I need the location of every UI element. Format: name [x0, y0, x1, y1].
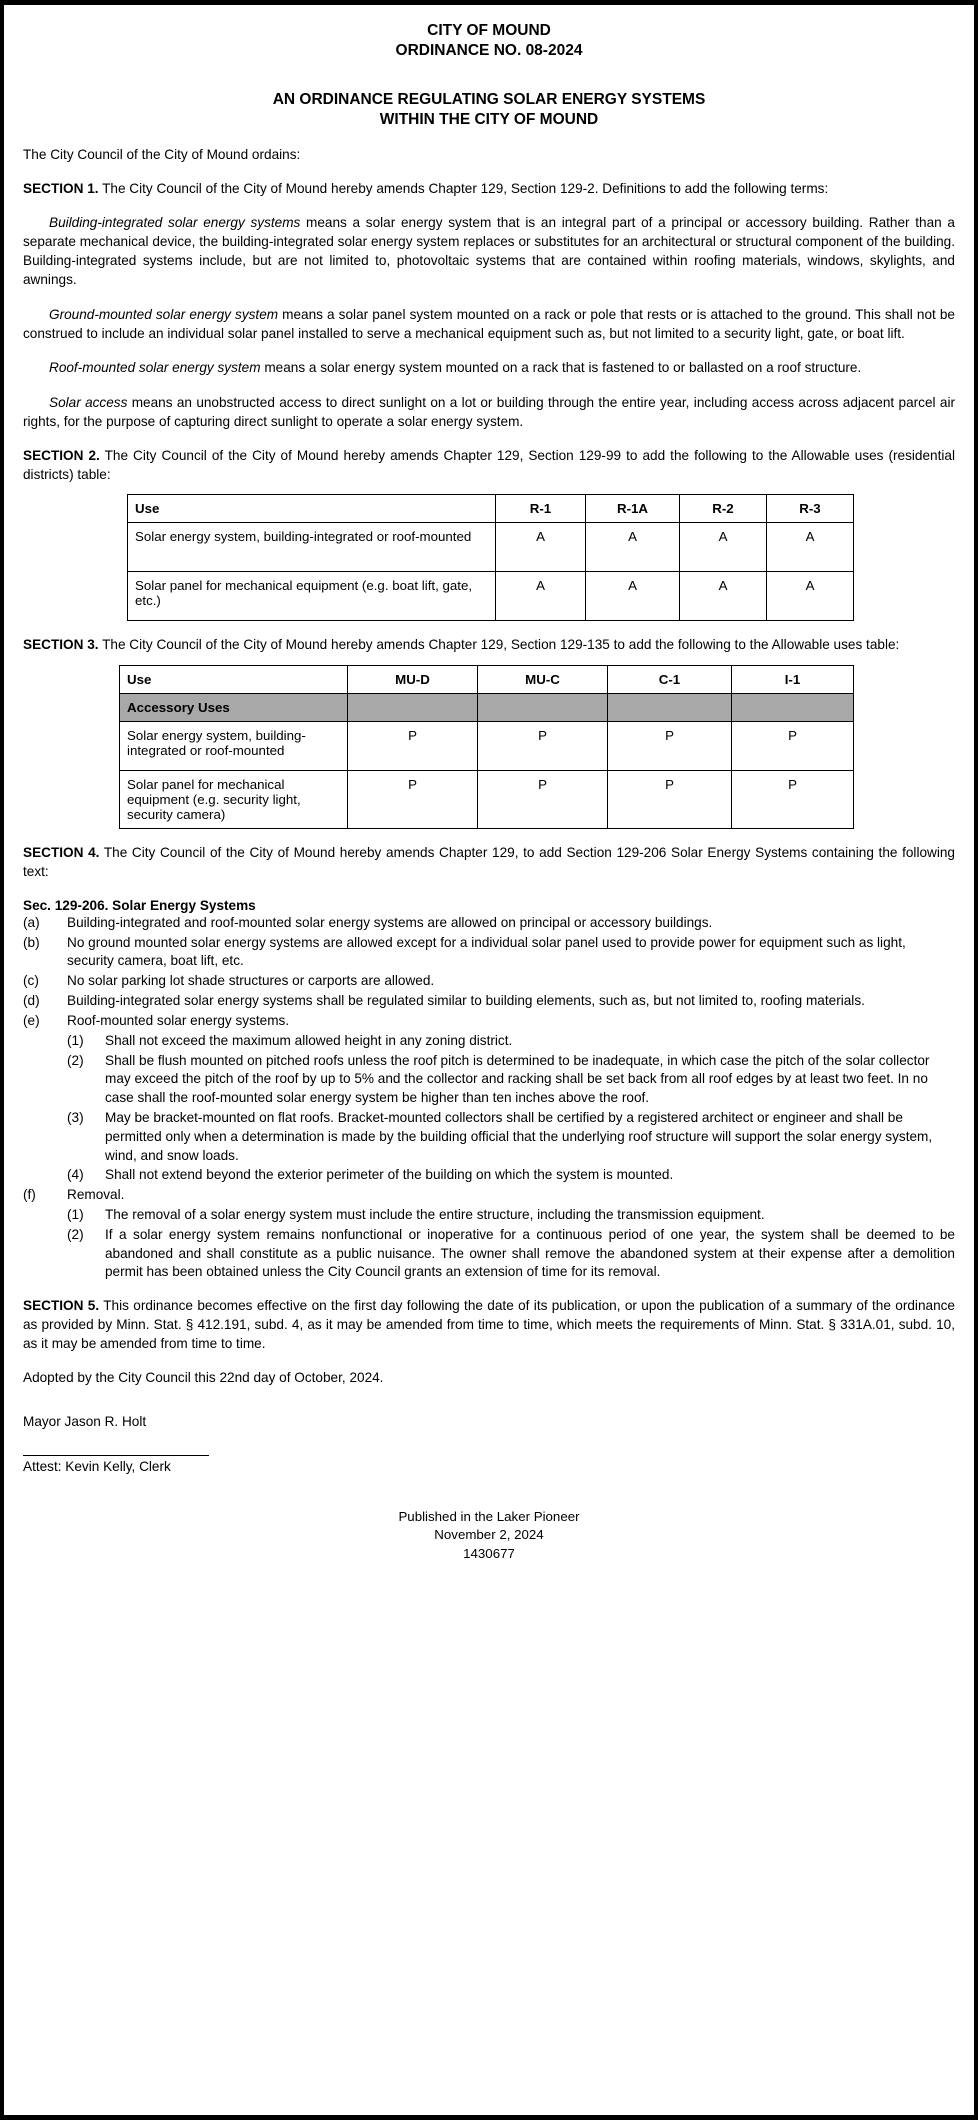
document-subtitle-line2: WITHIN THE CITY OF MOUND [379, 111, 599, 129]
list-item-text: Shall be flush mounted on pitched roofs unless the roof pitch is determined to be inadequate, in which case the pitch of the solar collector may exceed the pitch of the roof by up to 5% and the collector and racking shall be set back from all roof edges by at least two feet. In no case shall the roof-mounted solar energy system be higher than ten inches above the roof. [105, 1052, 930, 1106]
table-row [128, 523, 854, 572]
intro-paragraph: The City Council of the City of Mound ordains: [23, 146, 301, 162]
value-cell-r1a: A [586, 523, 680, 572]
list-item-text: Building-integrated and roof-mounted solar energy systems are allowed on principal or accessory buildings. [67, 914, 713, 930]
commercial-allowable-uses-table-wrap [23, 665, 955, 829]
list-item-text: No solar parking lot shade structures or carports are allowed. [67, 973, 435, 989]
definition-ground-mounted [23, 306, 955, 344]
document-title-line1: CITY OF MOUND [427, 22, 551, 39]
value-cell-r2: A [680, 523, 767, 572]
list-item-marker: (3) [67, 1109, 84, 1125]
list-item-text: May be bracket-mounted on flat roofs. Bracket-mounted collectors shall be certified by a registered architect or engineer and shall be permitted only when a determination is made by the building official that the underlying roof structure will support the solar energy system, wind, and snow loads. [105, 1109, 933, 1163]
document-subtitle-line1: AN ORDINANCE REGULATING SOLAR ENERGY SYSTEMS [272, 90, 706, 108]
definition-term: Solar access [49, 395, 128, 411]
section-1-text: The City Council of the City of Mound hereby amends Chapter 129, Section 129-2. Definitions to add the following terms: [98, 180, 829, 196]
list-item-marker: (a) [23, 914, 40, 930]
clerk-attest-name: Attest: Kevin Kelly, Clerk [23, 1458, 171, 1474]
value-cell-r2: A [680, 572, 767, 621]
value-cell-c1: P [608, 722, 732, 771]
mayor-signature-name: Mayor Jason R. Holt [23, 1413, 147, 1429]
table-row [128, 572, 854, 621]
list-item-marker: (2) [67, 1052, 84, 1068]
list-item-text: The removal of a solar energy system must include the entire structure, including the transmission equipment. [105, 1207, 765, 1222]
column-header-r1a: R-1A [586, 495, 680, 523]
section-2-text: The City Council of the City of Mound hereby amends Chapter 129, Section 129-99 to add the following to the Allowable uses (residential districts) table: [23, 447, 955, 482]
column-header-mud: MU-D [348, 666, 478, 694]
definition-text: means a solar panel system mounted on a rack or pole that rests or is attached to the ground. This shall not be construed to include an individual solar panel installed to serve a mechanical equipment such as, but not limited to a security light, gate, or boat lift. [23, 306, 955, 341]
table-row [120, 771, 854, 829]
list-item [23, 992, 955, 1011]
column-header-r1: R-1 [496, 495, 586, 523]
definition-solar-access [23, 394, 955, 432]
column-header-use: Use [128, 495, 496, 523]
definition-term: Roof-mounted solar energy system [49, 360, 261, 376]
table-row [120, 722, 854, 771]
section-3-text: The City Council of the City of Mound hereby amends Chapter 129, Section 129-135 to add the following to the Allowable uses table: [98, 637, 900, 653]
group-cell-mud [348, 694, 478, 722]
definition-text: means an unobstructed access to direct sunlight on a lot or building through the entire year, including access across adjacent parcel air rights, for the purpose of capturing direct sunlight to operate a solar energy system. [23, 395, 956, 429]
column-header-r3: R-3 [767, 495, 854, 523]
value-cell-r3: A [767, 572, 854, 621]
list-item-text: Shall not extend beyond the exterior perimeter of the building on which the system is mounted. [105, 1167, 674, 1183]
group-cell-i1 [732, 694, 854, 722]
group-cell-c1 [608, 694, 732, 722]
list-item [23, 1186, 955, 1205]
section-5-paragraph [23, 1297, 955, 1353]
signature-line [23, 1455, 209, 1456]
list-item [23, 972, 955, 991]
section-4-text: The City Council of the City of Mound hereby amends Chapter 129, to add Section 129-206 Solar Energy Systems containing the following text: [23, 845, 955, 879]
list-item-text: Shall not exceed the maximum allowed height in any zoning district. [105, 1032, 513, 1048]
sec-129-206-list [23, 914, 955, 1282]
list-item-marker: (1) [67, 1032, 84, 1048]
list-item-marker: (2) [67, 1226, 84, 1242]
list-item-text: Removal. [67, 1187, 125, 1203]
value-cell-r3: A [767, 523, 854, 572]
column-header-i1: I-1 [732, 666, 854, 694]
section-4-label: SECTION 4. [23, 845, 100, 861]
group-label-accessory-uses: Accessory Uses [120, 694, 348, 722]
value-cell-r1: A [496, 523, 586, 572]
list-item [67, 1226, 955, 1282]
list-item-text: Roof-mounted solar energy systems. [67, 1012, 290, 1028]
list-item-text: Building-integrated solar energy systems shall be regulated similar to building elements, such as, but not limited to, roofing materials. [67, 993, 865, 1009]
section-5-label: SECTION 5. [23, 1298, 100, 1314]
use-cell: Solar energy system, building-integrated or roof-mounted [120, 722, 348, 771]
footer-date: November 2, 2024 [434, 1527, 544, 1543]
section-1-paragraph [23, 180, 955, 199]
table-header-row [128, 495, 854, 523]
table-group-row [120, 694, 854, 722]
list-item-text: If a solar energy system remains nonfunctional or inoperative for a continuous period of one year, the system shall be deemed to be abandoned and shall constitute as a public nuisance. The owner shall remove the abandoned system at their expense after a demolition permit has been obtained unless the City Council grants an extension of time for its removal. [105, 1226, 955, 1280]
sec-129-206-heading: Sec. 129-206. Solar Energy Systems [23, 897, 256, 913]
section-1-label: SECTION 1. [23, 180, 99, 196]
adopted-paragraph: Adopted by the City Council this 22nd day of October, 2024. [23, 1369, 384, 1385]
definition-building-integrated [23, 214, 955, 289]
section-2-label: SECTION 2. [23, 447, 100, 463]
list-item [67, 1052, 955, 1108]
section-3-label: SECTION 3. [23, 637, 99, 653]
list-item [67, 1206, 955, 1225]
list-item [67, 1166, 955, 1185]
document-subtitle [23, 90, 955, 131]
section-5-text: This ordinance becomes effective on the first day following the date of its publication, or upon the publication of a summary of the ordinance as provided by Minn. Stat. § 412.191, subd. 4, as it may be amended from time to time, which meets the requirements of Minn. Stat. § 331A.01, subd. 10, as it may be amended from time to time. [23, 1298, 955, 1351]
list-item [23, 934, 955, 972]
document-title-line2: ORDINANCE NO. 08-2024 [395, 42, 583, 60]
value-cell-muc: P [478, 722, 608, 771]
publication-footer [23, 1508, 955, 1565]
list-item-text: No ground mounted solar energy systems are allowed except for a individual solar panel used to provide power for equipment such as light, security camera, boat lift, etc. [67, 934, 906, 969]
list-item [23, 1012, 955, 1031]
footer-publication: Published in the Laker Pioneer [398, 1508, 580, 1524]
definition-term: Ground-mounted solar energy system [49, 306, 279, 322]
list-item [67, 1109, 955, 1165]
definition-text: means a solar energy system that is an integral part of a principal or accessory building. Rather than a separate mechanical device, the building-integrated solar energy system replaces or substitutes for an architectural or structural component of the building. Building-integrated systems include, but are not limited to, photovoltaic systems that are contained within roofing materials, windows, skylights, and awnings. [23, 215, 955, 287]
value-cell-c1: P [608, 771, 732, 829]
list-item [23, 914, 955, 933]
residential-allowable-uses-table [127, 494, 854, 621]
value-cell-mud: P [348, 722, 478, 771]
list-item-marker: (c) [23, 973, 39, 989]
column-header-use: Use [120, 666, 348, 694]
definition-roof-mounted [23, 359, 955, 378]
definition-term: Building-integrated solar energy systems [49, 215, 301, 231]
column-header-muc: MU-C [478, 666, 608, 694]
list-item-marker: (d) [23, 993, 40, 1009]
use-cell: Solar panel for mechanical equipment (e.g. boat lift, gate, etc.) [128, 572, 496, 621]
table-header-row [120, 666, 854, 694]
column-header-c1: C-1 [608, 666, 732, 694]
use-cell: Solar energy system, building-integrated or roof-mounted [128, 523, 496, 572]
section-4-paragraph [23, 844, 955, 882]
group-cell-muc [478, 694, 608, 722]
list-item-marker: (4) [67, 1167, 84, 1183]
definition-text: means a solar energy system mounted on a rack that is fastened to or ballasted on a roof structure. [260, 360, 862, 376]
value-cell-muc: P [478, 771, 608, 829]
section-2-paragraph [23, 447, 955, 485]
list-item-marker: (e) [23, 1012, 40, 1028]
value-cell-i1: P [732, 771, 854, 829]
value-cell-r1: A [496, 572, 586, 621]
list-item [67, 1032, 955, 1051]
footer-number: 1430677 [463, 1546, 515, 1562]
list-item-marker: (b) [23, 934, 40, 950]
list-item-marker: (f) [23, 1187, 36, 1203]
commercial-allowable-uses-table [119, 665, 854, 829]
residential-allowable-uses-table-wrap [23, 494, 955, 621]
value-cell-mud: P [348, 771, 478, 829]
document-title [23, 21, 955, 62]
value-cell-i1: P [732, 722, 854, 771]
section-3-paragraph [23, 636, 955, 655]
value-cell-r1a: A [586, 572, 680, 621]
column-header-r2: R-2 [680, 495, 767, 523]
list-item-marker: (1) [67, 1207, 84, 1222]
use-cell: Solar panel for mechanical equipment (e.g. security light, security camera) [120, 771, 348, 829]
